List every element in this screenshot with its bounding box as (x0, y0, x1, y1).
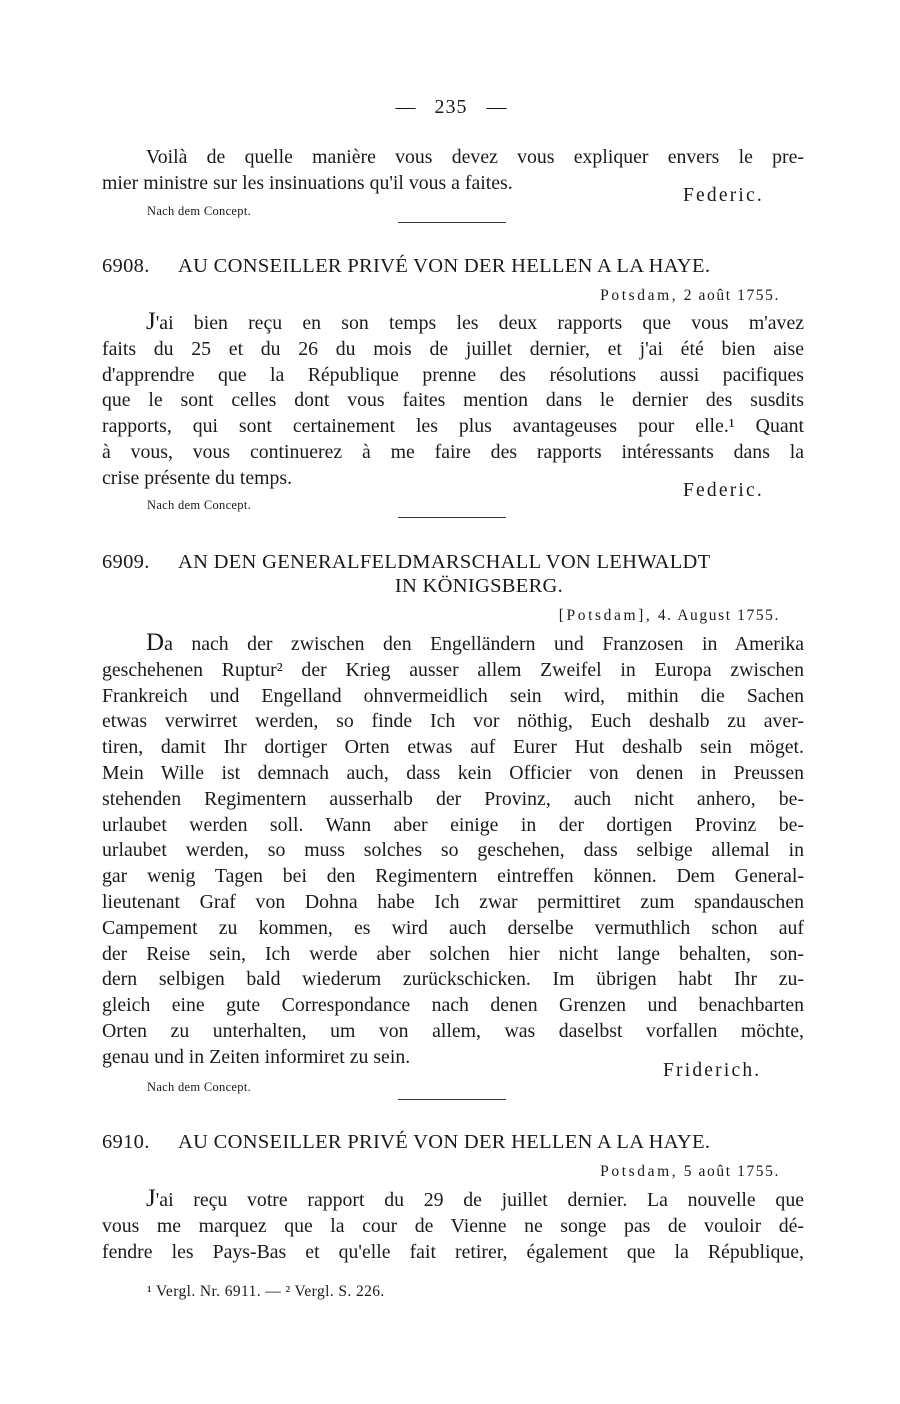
letter-heading (102, 551, 804, 601)
date-day: 2 août 1755. (678, 287, 780, 304)
footnotes: ¹ Vergl. Nr. 6911. — ² Vergl. S. 226. (147, 1283, 385, 1300)
letter-heading (102, 255, 804, 281)
letter-source-note: Nach dem Concept. (147, 1080, 252, 1094)
letter-title-line: IN KÖNIGSBERG. (394, 575, 564, 597)
intro-source-note: Nach dem Concept. (147, 204, 252, 218)
letter-heading (102, 1131, 804, 1157)
body-line: que le sont celles dont vous faites mention dans le dernier des susdits (102, 389, 804, 412)
date-day: 4. August 1755. (652, 607, 780, 624)
body-line: etwas verwirret werden, so finde Ich vor nöthig, Euch deshalb zu aver- (102, 710, 804, 733)
body-line-text: 'ai reçu votre rapport du 29 de juillet dernier. La nouvelle que (155, 1189, 804, 1211)
letter-number: 6908. (102, 255, 150, 277)
body-line-text: a nach der zwischen den Engelländern und Franzosen in Amerika (164, 633, 804, 655)
date-day: 5 août 1755. (678, 1163, 780, 1180)
section-divider (398, 222, 506, 223)
body-line: genau und in Zeiten informiret zu sein. (102, 1045, 411, 1068)
date-place: [Potsdam], (558, 607, 653, 624)
letter-source-note: Nach dem Concept. (147, 498, 252, 512)
body-line: rapports, qui sont certainement les plus avantageuses pour elle.¹ Quant (102, 415, 804, 438)
body-line: dern selbigen bald wiederum zurückschicken. Im übrigen habt Ihr zu- (102, 968, 804, 991)
header-dash-right: — (486, 96, 507, 118)
section-divider (398, 517, 506, 518)
body-line: d'apprendre que la République prenne des résolutions aussi pacifiques (102, 363, 804, 386)
letter-body (102, 1185, 804, 1265)
body-line: urlaubet werden, so muss solches so geschehen, dass selbige allemal in (102, 839, 804, 862)
body-line: gar wenig Tagen bei den Regimentern eintreffen können. Dem General- (102, 865, 804, 888)
body-line: lieutenant Graf von Dohna habe Ich zwar permittiret zum spandauschen (102, 890, 804, 913)
initial-letter: D (146, 629, 165, 656)
letter-signature: Federic. (683, 480, 764, 501)
letter-title-line: AN DEN GENERALFELDMARSCHALL VON LEHWALDT (178, 551, 711, 573)
body-line (102, 629, 804, 658)
body-line (102, 1185, 804, 1214)
page-number: 235 (434, 96, 468, 118)
body-line: Frankreich und Engelland ohnvermeidlich sein wird, mithin die Sachen (102, 684, 804, 707)
body-line: vous me marquez que la cour de Vienne ne songe pas de vouloir dé- (102, 1214, 804, 1237)
letter-body (102, 308, 804, 492)
body-line: faits du 25 et du 26 du mois de juillet dernier, et j'ai été bien aise (102, 337, 804, 360)
body-line-text: 'ai bien reçu en son temps les deux rapports que vous m'avez (155, 312, 804, 334)
section-divider (398, 1099, 506, 1100)
body-line: Orten zu unterhalten, um von allem, was daselbst vorfallen möchte, (102, 1019, 804, 1042)
letter-signature: Friderich. (663, 1060, 762, 1081)
intro-line: Voilà de quelle manière vous devez vous expliquer envers le pre- (146, 146, 804, 168)
header-dash-left: — (395, 96, 416, 118)
body-line: Campement zu kommen, es wird auch derselbe vermuthlich schon auf (102, 916, 804, 939)
letter-date (600, 287, 780, 305)
intro-signature: Federic. (683, 185, 764, 206)
letter-title: AU CONSEILLER PRIVÉ VON DER HELLEN A LA HAYE. (178, 1131, 711, 1153)
body-line: urlaubet werden soll. Wann aber einige in der dortigen Provinz be- (102, 813, 804, 836)
intro-line: mier ministre sur les insinuations qu'il vous a faites. (102, 171, 513, 194)
body-line: stehenden Regimentern ausserhalb der Provinz, auch nicht anhero, be- (102, 787, 804, 810)
letter-body (102, 629, 804, 1071)
body-line: tiren, damit Ihr dortiger Orten etwas auf Eurer Hut deshalb sein möget. (102, 736, 804, 759)
body-line: crise présente du temps. (102, 466, 293, 489)
body-line: Mein Wille ist demnach auch, dass kein Officier von denen in Preussen (102, 761, 804, 784)
date-place: Potsdam, (600, 287, 679, 304)
initial-letter: J (146, 308, 156, 335)
body-line: der Reise sein, Ich werde aber solchen hier nicht lange behalten, son- (102, 942, 804, 965)
body-line: gleich eine gute Correspondance nach denen Grenzen und benachbarten (102, 994, 804, 1017)
page-header (370, 96, 532, 119)
body-line: geschehenen Ruptur² der Krieg ausser allem Zweifel in Europa zwischen (102, 658, 804, 681)
body-line: à vous, vous continuerez à me faire des rapports intéressants dans la (102, 440, 804, 463)
body-line (102, 308, 804, 337)
letter-number: 6910. (102, 1131, 150, 1153)
letter-date (600, 1163, 780, 1181)
body-line: fendre les Pays-Bas et qu'elle fait retirer, également que la République, (102, 1240, 804, 1263)
date-place: Potsdam, (600, 1163, 679, 1180)
letter-title: AU CONSEILLER PRIVÉ VON DER HELLEN A LA HAYE. (178, 255, 711, 277)
letter-date (559, 607, 780, 625)
letter-number: 6909. (102, 551, 150, 573)
initial-letter: J (146, 1185, 156, 1212)
